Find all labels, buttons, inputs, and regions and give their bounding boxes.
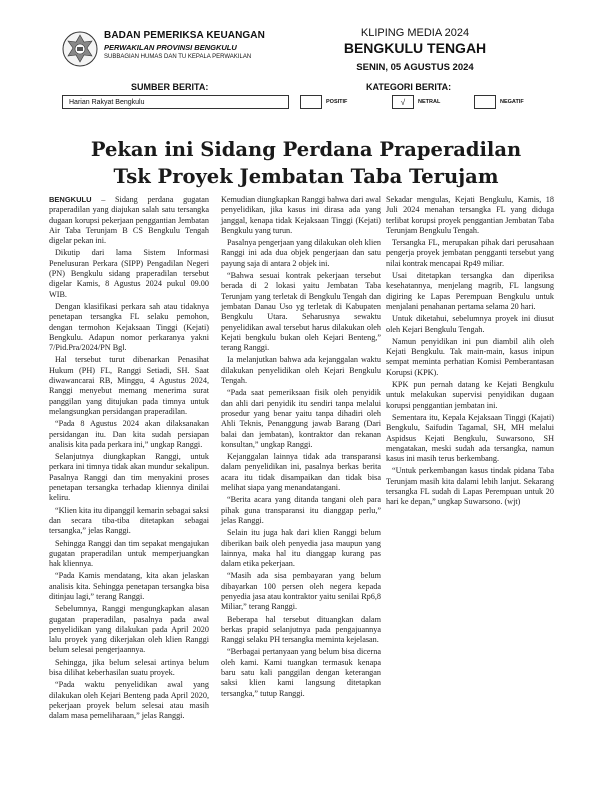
article-column-3 <box>386 195 554 510</box>
paragraph: Namun penyidikan ini pun diambil alih oleh Kejati Bengkulu. Tak main-main, kasus inipun sempat meminta perhatian Komisi Pemberantasan Korupsi (KPK). <box>386 336 554 377</box>
paragraph: Dengan klasifikasi perkara sah atau tidaknya penetapan tersangka FL selaku pemohon, dengan termohon Kejaksaan Tinggi (Kejati) Bengkulu. Adapun nomor perkaranya yakni 7/Pid.Pra/2024/PN Bgl. <box>49 301 209 353</box>
paragraph: Hal tersebut turut dibenarkan Penasihat Hukum (PH) FL, Ranggi Setiadi, SH. Saat diwawancarai RB, Minggu, 4 Agustus 2024, Ranggi menyebut memang menerima surat panggilan yang ditujukan pada timnya untuk melangsungkan persidangan praperadilan. <box>49 355 209 416</box>
headline-line-1: Pekan ini Sidang Perdana Praperadilan <box>90 138 522 161</box>
headline-line-2: Tsk Proyek Jembatan Taba Terujam <box>113 165 499 188</box>
dateline: BENGKULU <box>49 195 92 204</box>
paragraph: Sehingga Ranggi dan tim sepakat mengajukan gugatan praperadilan untuk memperjuangkan hak kliennya. <box>49 538 209 569</box>
paragraph: “Pada 8 Agustus 2024 akan dilaksanakan persidangan itu. Dan kita sudah persiapan analisis kita pada perkara ini,” ungkap Ranggi. <box>49 419 209 449</box>
paragraph: Kejanggalan lainnya tidak ada transparansi dalam penyelidikan ini, pasalnya berkas berita acara itu tidak disampaikan dan tidak bisa melihat siapa yang menandatangani. <box>221 452 381 493</box>
paragraph: Selain itu juga hak dari klien Ranggi belum diberikan baik oleh penyedia jasa maupun yang lainnya, maka hal itu dianggap kurang pas dalam etika pekerjaan. <box>221 528 381 569</box>
bpk-logo <box>62 30 98 68</box>
category-negative-box <box>474 95 496 109</box>
paragraph: “Berita acara yang ditanda tangani oleh para pihak guna transparansi itu dianggap perlu,” jelas Ranggi. <box>221 495 381 525</box>
paragraph: Usai ditetapkan tersangka dan diperiksa kesehatannya, menjelang magrib, FL langsung digiring ke Lapas Perempuan Bengkulu untuk menjalani penahanan pertama selama 20 hari. <box>386 271 554 311</box>
paragraph: “Klien kita itu dipanggil kemarin sebagai saksi dan secara tiba-tiba ditetapkan sebagai tersangka,” jelas Ranggi. <box>49 505 209 536</box>
category-negative <box>474 95 524 109</box>
source-field: Harian Rakyat Bengkulu <box>62 95 289 109</box>
kliping-title: KLIPING MEDIA 2024 <box>360 27 470 39</box>
paragraph: Sebelumnya, Ranggi mengungkapkan alasan gugatan praperadilan, pasalnya pada awal penyelidikan yang dilakukan pada April 2020 lalu proyek yang dikerjakan oleh klien Ranggi belum selesai pengerjaannya. <box>49 604 209 655</box>
paragraph: “Masih ada sisa pembayaran yang belum dibayarkan 100 persen oleh negera kepada penyedia jasa atau kontraktor yaitu senilai Rp6,8 Miliar,” terang Ranggi. <box>221 571 381 612</box>
paragraph: Sehingga, jika belum selesai artinya belum bisa dilihat keberhasilan suatu proyek. <box>49 657 209 678</box>
clipping-date: SENIN, 05 AGUSTUS 2024 <box>356 62 474 73</box>
paragraph: KPK pun pernah datang ke Kejati Bengkulu untuk melakukan supervisi penyidikan dugaan korupsi penggantian jembatan ini. <box>386 380 554 410</box>
paragraph: Kemudian diungkapkan Ranggi bahwa dari awal penyelidikan, jika kasus ini dirasa ada yang janggal, kenapa tidak Kejaksaan Tinggi (Kejati) Bengkulu yang turun. <box>221 195 381 235</box>
paragraph: Untuk diketahui, sebelumnya proyek ini diusut oleh Kejari Bengkulu Tengah. <box>386 314 554 334</box>
paragraph: “Berbagai pertanyaan yang belum bisa dicerna oleh kami. Kami tuangkan termasuk kenapa baru satu kali panggilan dengan keterangan saksi klien kami langsung ditetapkan tersangka,” tutup Ranggi. <box>221 647 381 698</box>
article-column-2 <box>221 195 381 701</box>
paragraph: Pasalnya pengerjaan yang dilakukan oleh klien Ranggi ini ada dua objek pengerjaan dan satu payung saja di antara 2 objek ini. <box>221 238 381 268</box>
category-negative-label: NEGATIF <box>500 99 524 105</box>
category-neutral-box: √ <box>392 95 414 109</box>
paragraph: Selanjutnya diungkapkan Ranggi, untuk perkara ini timnya tidak akan mundur sekalipun. Pasalnya Ranggi dan tim menyakini proses penetapan tersangka terhadap kliennya dinilai keliru. <box>49 452 209 503</box>
paragraph: Ia melanjutkan bahwa ada kejanggalan waktu dilakukan penyelidikan oleh Kejari Bengkulu Tengah. <box>221 355 381 386</box>
paragraph: “Pada waktu penyelidikan awal yang dilakukan oleh Kejari Benteng pada April 2020, pekerjaan proyek belum selesai atau masih dalam masa pemeliharaan,” jelas Ranggi. <box>49 680 209 721</box>
article-headline <box>40 136 572 190</box>
region-title: BENGKULU TENGAH <box>343 40 487 56</box>
paragraph: BENGKULU – Sidang perdana gugatan praperadilan yang diajukan salah satu tersangka dugaan korupsi pekerjaan penggantian Jembatan Air Taba Terunjam B CS Bengkulu Tengah digelar pekan ini. <box>49 195 209 246</box>
category-positive <box>300 95 347 109</box>
clipping-header <box>330 27 500 74</box>
paragraph: “Pada Kamis mendatang, kita akan jelaskan analisis kita. Sehingga penetapan tersangka bisa ditinjau lagi,” terang Ranggi. <box>49 571 209 601</box>
paragraph: Tersangka FL, merupakan pihak dari perusahaan pengerja proyek jembatan pengganti tersebut yang nilai kontrak mencapai Rp49 miliar. <box>386 238 554 268</box>
paragraph: Sekadar mengulas, Kejati Bengkulu, Kamis, 18 Juli 2024 menahan tersangka FL yang diduga terlibat korupsi proyek penggantian Jembatan Taba Terunjam Bengkulu Tengah. <box>386 195 554 235</box>
category-neutral <box>392 95 440 109</box>
org-name: BADAN PEMERIKSA KEUANGAN <box>104 30 265 41</box>
org-division: SUBBAGIAN HUMAS DAN TU KEPALA PERWAKILAN <box>104 54 252 60</box>
category-neutral-label: NETRAL <box>418 99 441 105</box>
source-label: SUMBER BERITA: <box>131 82 209 92</box>
paragraph: “Pada saat pemeriksaan fisik oleh penyidik dan ahli dari penyidik itu sendiri tanpa melalui prosedur yang benar yaitu tanpa dihadiri oleh Ahli Teknis, Penanggung jawab Barang (Dari balai dan jembatan), kontraktor dan rekanan konsultan,” ungkap Ranggi. <box>221 388 381 449</box>
category-positive-box <box>300 95 322 109</box>
category-label: KATEGORI BERITA: <box>366 82 452 92</box>
paragraph: Beberapa hal tersebut dituangkan dalam berkas prapid selanjutnya pada pengajuannya Ranggi selaku PH tersangka meminta kejelasan. <box>221 614 381 645</box>
paragraph: Sementara itu, Kepala Kejaksaan Tinggi (Kajati) Bengkulu, Saifudin Tagamal, SH, MH melalui Aspidsus Kejati Bengkulu, Suwarsono, SH mengatakan, meski sudah ada tersangka, namun kasus ini masih terus berkembang. <box>386 412 554 464</box>
paragraph: “Bahwa sesuai kontrak pekerjaan tersebut berada di 2 lokasi yaitu Jembatan Taba Terunjam yang terletak di Bengkulu Tengah dan jembatan Danau Uso yg terletak di Kabupaten Bengkulu Utara. Seharusnya sewaktu penyelidikan awal tersebut harus dilakukan oleh Kejati bengkulu bukan oleh Kejari Benteng,” terang Ranggi. <box>221 271 381 353</box>
article-column-1 <box>49 195 209 724</box>
org-block <box>104 30 265 61</box>
category-positive-label: POSITIF <box>326 99 348 105</box>
org-subtitle: PERWAKILAN PROVINSI BENGKULU <box>104 43 237 52</box>
paragraph: “Untuk perkembangan kasus tindak pidana Taba Terunjam masih kita dalami lebih lanjut. Sekarang tersangka FL sudah di Lapas Perempuan untuk 20 hari ke depan,” ungkap Suwarsono. (wjt) <box>386 466 554 507</box>
paragraph: Dikutip dari lama Sistem Informasi Penelusuran Perkara (SIPP) Pengadilan Negeri (PN) Bengkulu sidang praperadilan tersebut digelar Kamis, 8 Agustus 2024 pukul 09.00 WIB. <box>49 248 209 299</box>
